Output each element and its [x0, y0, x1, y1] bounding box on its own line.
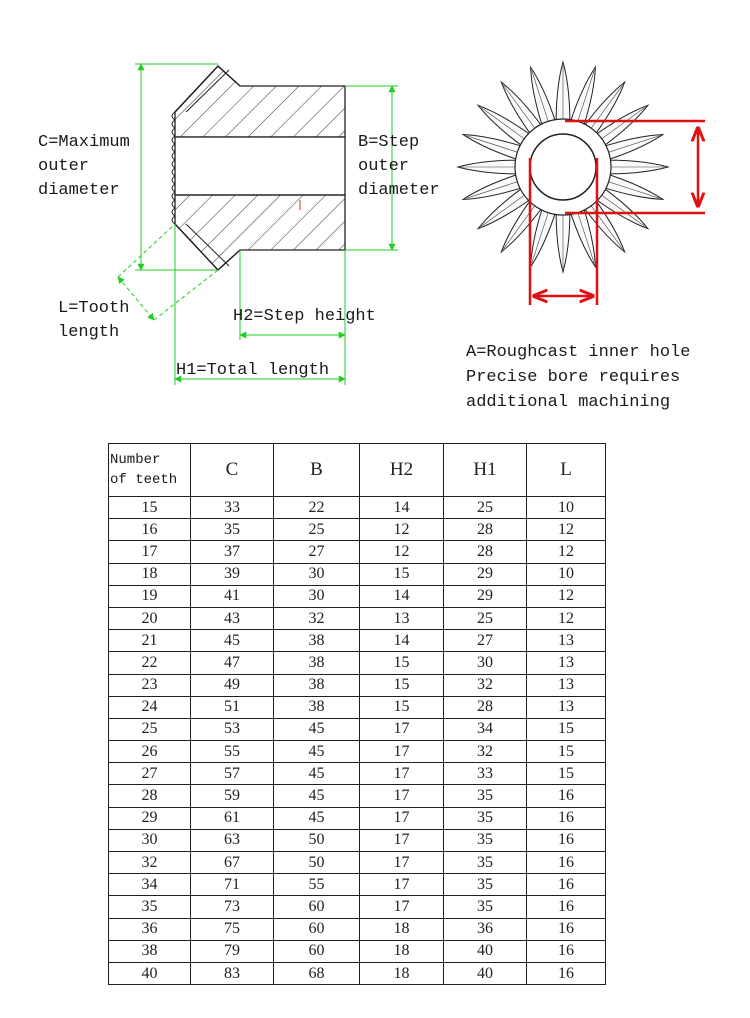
table-cell: 36 [444, 918, 527, 940]
label-b-line1: B=Step [358, 133, 420, 152]
table-cell: 10 [527, 563, 606, 585]
table-cell: 35 [109, 896, 191, 918]
table-cell: 24 [109, 696, 191, 718]
table-cell: 37 [191, 541, 274, 563]
table-cell: 14 [360, 630, 444, 652]
table-row [109, 607, 606, 629]
table-cell: 12 [527, 585, 606, 607]
table-cell: 32 [274, 607, 360, 629]
table-cell: 13 [527, 696, 606, 718]
table-cell: 38 [274, 696, 360, 718]
table-cell: 55 [274, 874, 360, 896]
table-cell: 34 [444, 718, 527, 740]
table-row [109, 741, 606, 763]
table-cell: 83 [191, 962, 274, 984]
table-cell: 19 [109, 585, 191, 607]
table-cell: 50 [274, 852, 360, 874]
table-row [109, 896, 606, 918]
header-h2: H2 [360, 444, 444, 497]
table-cell: 45 [274, 785, 360, 807]
table-cell: 53 [191, 718, 274, 740]
table-cell: 18 [360, 940, 444, 962]
table-cell: 60 [274, 918, 360, 940]
table-cell: 25 [109, 718, 191, 740]
table-cell: 35 [444, 874, 527, 896]
label-h2: H2=Step height [233, 307, 376, 326]
table-cell: 28 [109, 785, 191, 807]
table-cell: 59 [191, 785, 274, 807]
table-cell: 29 [109, 807, 191, 829]
table-cell: 40 [444, 940, 527, 962]
table-cell: 38 [109, 940, 191, 962]
table-cell: 17 [360, 807, 444, 829]
table-cell: 57 [191, 763, 274, 785]
table-cell: 40 [109, 962, 191, 984]
table-cell: 12 [360, 519, 444, 541]
header-number-line1: Number [110, 452, 161, 468]
table-cell: 23 [109, 674, 191, 696]
label-h1: H1=Total length [176, 361, 330, 380]
table-cell: 47 [191, 652, 274, 674]
table-cell: 16 [527, 829, 606, 851]
table-row [109, 563, 606, 585]
table-cell: 16 [527, 785, 606, 807]
table-cell: 38 [274, 674, 360, 696]
table-cell: 15 [360, 652, 444, 674]
label-a-line1: A=Roughcast inner hole [466, 343, 691, 362]
table-cell: 17 [360, 785, 444, 807]
table-cell: 29 [444, 585, 527, 607]
table-cell: 40 [444, 962, 527, 984]
table-row [109, 585, 606, 607]
table-cell: 30 [274, 563, 360, 585]
table-cell: 36 [109, 918, 191, 940]
table-cell: 16 [527, 852, 606, 874]
table-cell: 16 [527, 962, 606, 984]
table-cell: 45 [191, 630, 274, 652]
table-cell: 15 [360, 674, 444, 696]
header-c: C [191, 444, 274, 497]
table-cell: 61 [191, 807, 274, 829]
table-row [109, 519, 606, 541]
table-cell: 18 [360, 962, 444, 984]
table-cell: 25 [274, 519, 360, 541]
header-l: L [527, 444, 606, 497]
table-row [109, 874, 606, 896]
table-cell: 18 [360, 918, 444, 940]
table-row [109, 918, 606, 940]
table-cell: 41 [191, 585, 274, 607]
table-row [109, 763, 606, 785]
table-cell: 45 [274, 718, 360, 740]
table-cell: 16 [109, 519, 191, 541]
table-cell: 17 [360, 874, 444, 896]
table-cell: 32 [109, 852, 191, 874]
table-cell: 14 [360, 497, 444, 519]
table-cell: 12 [527, 607, 606, 629]
table-cell: 35 [444, 785, 527, 807]
table-cell: 35 [191, 519, 274, 541]
table-cell: 38 [274, 630, 360, 652]
table-cell: 17 [360, 852, 444, 874]
label-a-line3: additional machining [466, 393, 671, 412]
table-cell: 32 [444, 741, 527, 763]
label-l [58, 297, 129, 345]
table-cell: 43 [191, 607, 274, 629]
table-cell: 28 [444, 519, 527, 541]
table-row [109, 852, 606, 874]
table-row [109, 718, 606, 740]
label-c [38, 131, 130, 203]
table-cell: 67 [191, 852, 274, 874]
label-a-line2: Precise bore requires [466, 368, 681, 387]
spec-table [108, 443, 606, 985]
table-cell: 30 [444, 652, 527, 674]
header-b: B [274, 444, 360, 497]
table-cell: 30 [274, 585, 360, 607]
bore-channel [175, 137, 345, 195]
table-cell: 28 [444, 696, 527, 718]
table-cell: 16 [527, 874, 606, 896]
table-cell: 33 [191, 497, 274, 519]
table-cell: 51 [191, 696, 274, 718]
table-row [109, 807, 606, 829]
table-cell: 35 [444, 852, 527, 874]
table-cell: 28 [444, 541, 527, 563]
table-cell: 34 [109, 874, 191, 896]
table-cell: 17 [109, 541, 191, 563]
table-cell: 45 [274, 807, 360, 829]
table-cell: 18 [109, 563, 191, 585]
table-cell: 45 [274, 741, 360, 763]
label-a [466, 340, 690, 415]
table-cell: 25 [444, 497, 527, 519]
table-row [109, 674, 606, 696]
table-cell: 13 [527, 630, 606, 652]
table-cell: 16 [527, 918, 606, 940]
lower-hatched-section [175, 195, 345, 270]
table-cell: 14 [360, 585, 444, 607]
table-cell: 25 [444, 607, 527, 629]
table-cell: 60 [274, 896, 360, 918]
table-cell: 60 [274, 940, 360, 962]
table-cell: 15 [360, 696, 444, 718]
table-cell: 32 [444, 674, 527, 696]
label-l-line1: L=Tooth [58, 299, 130, 318]
table-row [109, 630, 606, 652]
table-header-row [109, 444, 606, 497]
table-cell: 33 [444, 763, 527, 785]
upper-hatched-section [175, 66, 345, 137]
header-number-of-teeth [109, 444, 191, 497]
table-cell: 13 [527, 652, 606, 674]
table-cell: 79 [191, 940, 274, 962]
table-cell: 12 [527, 541, 606, 563]
table-cell: 17 [360, 741, 444, 763]
table-cell: 63 [191, 829, 274, 851]
table-cell: 49 [191, 674, 274, 696]
table-cell: 12 [527, 519, 606, 541]
table-row [109, 541, 606, 563]
table-cell: 50 [274, 829, 360, 851]
table-cell: 13 [527, 674, 606, 696]
label-c-line3: diameter [38, 181, 120, 200]
table-cell: 22 [109, 652, 191, 674]
table-cell: 26 [109, 741, 191, 763]
table-cell: 27 [274, 541, 360, 563]
table-cell: 27 [444, 630, 527, 652]
table-row [109, 497, 606, 519]
table-cell: 20 [109, 607, 191, 629]
table-row [109, 940, 606, 962]
table-cell: 39 [191, 563, 274, 585]
label-b [358, 131, 440, 203]
table-cell: 35 [444, 829, 527, 851]
header-h1: H1 [444, 444, 527, 497]
table-cell: 17 [360, 718, 444, 740]
label-b-line2: outer [358, 157, 410, 176]
table-cell: 21 [109, 630, 191, 652]
table-cell: 71 [191, 874, 274, 896]
table-cell: 75 [191, 918, 274, 940]
label-c-line1: C=Maximum [38, 133, 130, 152]
label-b-line3: diameter [358, 181, 440, 200]
label-l-line2: length [58, 323, 120, 342]
serrated-edge [172, 112, 175, 224]
table-cell: 15 [360, 563, 444, 585]
table-cell: 16 [527, 807, 606, 829]
table-cell: 55 [191, 741, 274, 763]
table-cell: 15 [527, 718, 606, 740]
table-cell: 35 [444, 896, 527, 918]
table-cell: 17 [360, 763, 444, 785]
table-row [109, 962, 606, 984]
table-cell: 16 [527, 940, 606, 962]
table-row [109, 696, 606, 718]
table-cell: 45 [274, 763, 360, 785]
label-c-line2: outer [38, 157, 90, 176]
table-cell: 73 [191, 896, 274, 918]
gear-bore [530, 134, 596, 200]
table-cell: 35 [444, 807, 527, 829]
table-cell: 17 [360, 829, 444, 851]
header-number-line2: of teeth [110, 472, 178, 488]
table-cell: 29 [444, 563, 527, 585]
gear-cross-section [172, 66, 345, 270]
table-cell: 13 [360, 607, 444, 629]
table-cell: 30 [109, 829, 191, 851]
table-cell: 22 [274, 497, 360, 519]
table-cell: 17 [360, 896, 444, 918]
table-cell: 15 [527, 763, 606, 785]
table-cell: 10 [527, 497, 606, 519]
table-cell: 12 [360, 541, 444, 563]
table-cell: 38 [274, 652, 360, 674]
table-cell: 15 [109, 497, 191, 519]
table-cell: 15 [527, 741, 606, 763]
table-cell: 27 [109, 763, 191, 785]
table-row [109, 785, 606, 807]
table-row [109, 829, 606, 851]
table-row [109, 652, 606, 674]
table-cell: 16 [527, 896, 606, 918]
gear-front-view [458, 62, 668, 272]
table-cell: 68 [274, 962, 360, 984]
